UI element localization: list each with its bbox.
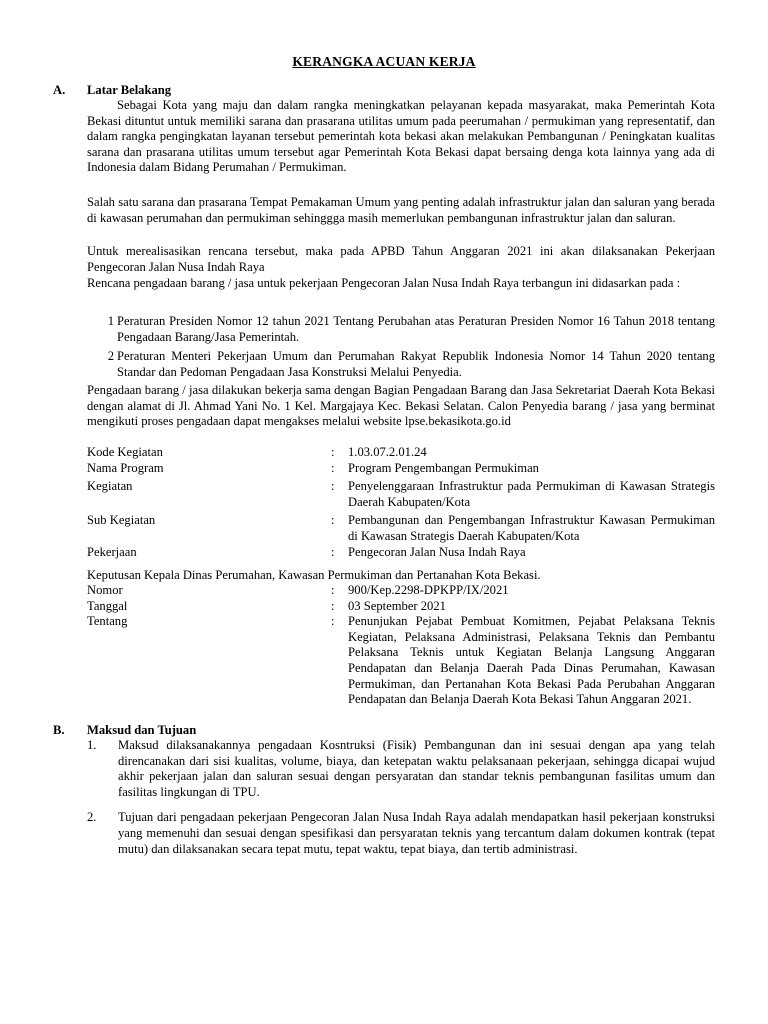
- list-item: [87, 314, 715, 345]
- activity-details: [87, 445, 715, 561]
- decree-label: Nomor: [87, 583, 123, 597]
- decree-colon: :: [331, 614, 335, 629]
- section-a-heading: [53, 83, 171, 99]
- decree-row: [87, 599, 715, 615]
- list-item-number: 2: [107, 349, 114, 364]
- background-paragraph-1: Sebagai Kota yang maju dan dalam rangka meningkatkan pelayanan kepada masyarakat, maka Pemerintah Kota Bekasi dituntut untuk memiliki sarana dan prasarana utilitas umum pada peerumahan / permukiman yang representatif, dan dalam rangka pengingkatan layanan tersebut pemerintah kota bekasi akan melakukan Pembangunan / Peningkatan kualitas sarana dan prasarana utilitas umum tersebut agar Pemerintah Kota Bekasi dapat bersaing denga kota lainnya yang ada di Indonesia dalam Bidang Perumahan / Permukiman.: [87, 98, 715, 175]
- background-paragraph-5: Pengadaan barang / jasa dilakukan bekerja sama dengan Bagian Pengadaan Barang dan Jasa Sekretariat Daerah Kota Bekasi dengan alamat di Jl. Ahmad Yani No. 1 Kel. Margajaya Kec. Bekasi Selatan. Calon Penyedia barang / jasa yang berminat mengikuti proses pengadaan dapat mengakses melalui website lpse.bekasikota.go.id: [87, 383, 715, 429]
- activity-colon: :: [331, 479, 335, 493]
- decree-label: Tentang: [87, 614, 128, 629]
- background-paragraph-2: Salah satu sarana dan prasarana Tempat Pemakaman Umum yang penting adalah infrastruktur jalan dan saluran yang berada di kawasan perumahan dan permukiman sehinggga masih memerlukan pembangunan infrastruktur jalan dan saluran.: [87, 195, 715, 225]
- list-item: [87, 810, 715, 857]
- activity-label: Kode Kegiatan: [87, 445, 163, 459]
- decree-details: [87, 583, 715, 708]
- activity-value: Pengecoran Jalan Nusa Indah Raya: [348, 545, 526, 559]
- list-item-number: 1.: [87, 738, 97, 752]
- activity-label: Kegiatan: [87, 479, 133, 493]
- list-item: [87, 738, 715, 800]
- decree-colon: :: [331, 598, 335, 613]
- activity-value: 1.03.07.2.01.24: [348, 445, 427, 459]
- activity-label: Pekerjaan: [87, 545, 137, 559]
- decree-value: Penunjukan Pejabat Pembuat Komitmen, Pejabat Pelaksana Teknis Kegiatan, Pelaksana Administrasi, Pelaksana Teknis dan Pembantu Pelaksana Teknis untuk Kegiatan Belanja Langsung Anggaran Pendapatan dan Belanja Daerah Pada Dinas Perumahan, Kawasan Permukiman, dan Pertanahan Kota Bekasi Pada Perubahan Anggaran Pendapatan dan Belanja Daerah Kota Bekasi Tahun Anggaran 2021.: [348, 614, 715, 707]
- activity-colon: :: [331, 461, 335, 475]
- list-item-text: Maksud dilaksanakannya pengadaan Kosntruksi (Fisik) Pembangunan dan ini sesuai dengan apa yang telah direncanakan dari sisi kualitas, volume, biaya, dan ketepatan waktu pelaksanaan pekerjaan, sehingga dicapai wujud akhir pekerjaan jalan dan saluran sesuai dengan persyaratan dan standar teknis pembangunan fasilitas umum dan fasilitas lingkungan di TPU.: [118, 738, 715, 799]
- activity-colon: :: [331, 513, 335, 527]
- decree-label: Tanggal: [87, 598, 128, 613]
- decree-row: [87, 614, 715, 708]
- decree-value: 03 September 2021: [348, 598, 446, 613]
- activity-label: Sub Kegiatan: [87, 513, 156, 527]
- activity-value: Pembangunan dan Pengembangan Infrastruktur Kawasan Permukiman di Kawasan Strategis Daerah Kabupaten/Kota: [348, 513, 715, 543]
- list-item-text: Tujuan dari pengadaan pekerjaan Pengecoran Jalan Nusa Indah Raya adalah mendapatkan hasil pekerjaan konstruksi yang memenuhi dan sesuai dengan spesifikasi dan persyaratan teknis yang tercantum dalam dokumen kontrak (tepat mutu) dan dilaksanakan secara tepat mutu, tepat waktu, tepat biaya, dan tertib administrasi.: [118, 810, 715, 856]
- list-item-number: 2.: [87, 810, 97, 825]
- section-a-letter: A.: [53, 83, 66, 97]
- activity-label: Nama Program: [87, 461, 164, 475]
- section-b-letter: B.: [53, 723, 65, 737]
- decree-colon: :: [331, 583, 335, 597]
- list-item-text: Peraturan Presiden Nomor 12 tahun 2021 Tentang Perubahan atas Peraturan Presiden Nomor 16 Tahun 2018 tentang Pengadaan Barang/Jasa Pemerintah.: [117, 314, 715, 344]
- activity-colon: :: [331, 545, 335, 559]
- list-item: [87, 349, 715, 380]
- decree-row: [87, 583, 715, 599]
- activity-row: [87, 461, 715, 479]
- activity-row: [87, 545, 715, 561]
- section-b-heading: [53, 723, 196, 739]
- activity-colon: :: [331, 445, 335, 459]
- activity-value: Penyelenggaraan Infrastruktur pada Permukiman di Kawasan Strategis Daerah Kabupaten/Kota: [348, 479, 715, 509]
- activity-row: [87, 445, 715, 461]
- section-a-title: Latar Belakang: [87, 83, 172, 97]
- purpose-list: [87, 738, 715, 867]
- activity-row: [87, 479, 715, 513]
- activity-row: [87, 513, 715, 545]
- document-title: KERANGKA ACUAN KERJA: [292, 54, 476, 69]
- activity-value: Program Pengembangan Permukiman: [348, 461, 539, 475]
- decree-value: 900/Kep.2298-DPKPP/IX/2021: [348, 583, 509, 597]
- regulation-list: [87, 314, 715, 384]
- list-item-number: 1: [107, 314, 114, 328]
- decree-intro: Keputusan Kepala Dinas Perumahan, Kawasan Permukiman dan Pertanahan Kota Bekasi.: [87, 568, 541, 582]
- background-paragraph-3: Untuk merealisasikan rencana tersebut, maka pada APBD Tahun Anggaran 2021 ini akan dilaksanakan Pekerjaan Pengecoran Jalan Nusa Indah Raya: [87, 244, 715, 274]
- list-item-text: Peraturan Menteri Pekerjaan Umum dan Perumahan Rakyat Republik Indonesia Nomor 14 Tahun 2020 tentang Standar dan Pedoman Pengadaan Jasa Konstruksi Melalui Penyedia.: [117, 349, 715, 379]
- section-b-title: Maksud dan Tujuan: [87, 723, 197, 737]
- background-paragraph-4: Rencana pengadaan barang / jasa untuk pekerjaan Pengecoran Jalan Nusa Indah Raya terbangun ini didasarkan pada :: [87, 276, 681, 290]
